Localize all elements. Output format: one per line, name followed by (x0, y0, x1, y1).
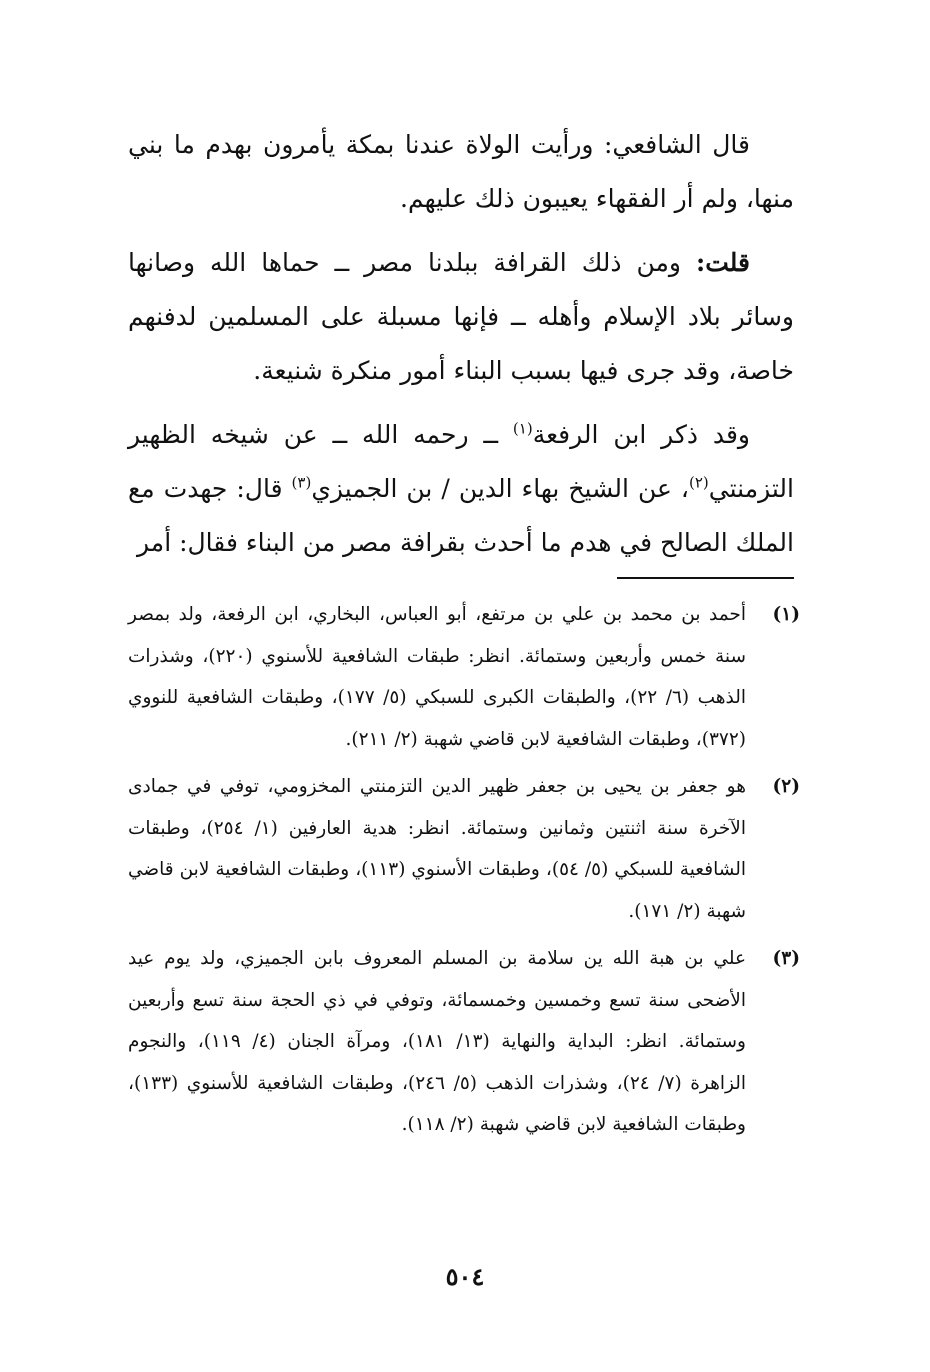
paragraph-3-part-c: ، عن الشيخ بهاء الدين / بن الجميزي (311, 474, 689, 503)
main-text (128, 118, 794, 570)
footnote-separator (617, 577, 794, 579)
footnote-ref-3: (٣) (291, 473, 312, 492)
footnote-text: هو جعفر بن يحيى بن جعفر ظهير الدين التزمنتي المخزومي، توفي في جمادى الآخرة سنة اثنتين وثمانين وستمائة. انظر: هدية العارفين (١/ ٢٥٤)، وطبقات الشافعية للسبكي (٥/ ٥٤)، وطبقات الأسنوي (١١٣)، وطبقات الشافعية لابن قاضي شهبة (٢/ ١٧١). (128, 776, 746, 922)
footnote-text: علي بن هبة الله ين سلامة بن المسلم المعروف بابن الجميزي، ولد يوم عيد الأضحى سنة تسع وخمسين وخمسمائة، وتوفي في ذي الحجة سنة تسع وأربعين وستمائة. انظر: البداية والنهاية (١٣/ ١٨١)، ومرآة الجنان (٤/ ١١٩)، والنجوم الزاهرة (٧/ ٢٤)، وشذرات الذهب (٥/ ٢٤٦)، وطبقات الشافعية للأسنوي (١٣٣)، وطبقات الشافعية لابن قاضي شهبة (٢/ ١١٨). (128, 948, 746, 1135)
paragraph-2-lead: قلت: (695, 248, 750, 277)
paragraph-2-text: ومن ذلك القرافة ببلدنا مصر ــ حماها الله وصانها وسائر بلاد الإسلام وأهله ــ فإنها مسبلة على المسلمين لدفنهم خاصة، وقد جرى فيها بسبب البناء أمور منكرة شنيعة. (128, 248, 794, 385)
page-number: ٥٠٤ (445, 1262, 485, 1291)
footnote-number: (٢) (772, 776, 800, 797)
paragraph-3-part-b: ــ رحمه الله ــ عن شيخه الظهير التزمنتي (128, 420, 794, 503)
footnote-3 (128, 938, 800, 1146)
footnotes (128, 594, 800, 1146)
footnote-number: (١) (772, 604, 800, 625)
paragraph-3-part-a: وقد ذكر ابن الرفعة (532, 420, 750, 449)
paragraph-1: قال الشافعي: ورأيت الولاة عندنا بمكة يأمرون بهدم ما بني منها، ولم أر الفقهاء يعيبون ذلك عليهم. (128, 130, 794, 213)
paragraph-3 (128, 408, 794, 570)
footnote-ref-2: (٢) (689, 473, 709, 492)
footnote-2 (128, 766, 800, 932)
footnote-1 (128, 594, 800, 760)
footnote-text: أحمد بن محمد بن علي بن مرتفع، أبو العباس، البخاري، ابن الرفعة، ولد بمصر سنة خمس وأربعين وستمائة. انظر: طبقات الشافعية للأسنوي (٢٢٠)، وشذرات الذهب (٦/ ٢٢)، والطبقات الكبرى للسبكي (٥/ ١٧٧)، وطبقات الشافعية للنووي (٣٧٢)، وطبقات الشافعية لابن قاضي شهبة (٢/ ٢١١). (128, 604, 746, 750)
paragraph-2 (128, 236, 794, 398)
paragraph-3-part-d: قال: جهدت مع الملك الصالح في هدم ما أحدث بقرافة مصر من البناء فقال: أمر (128, 474, 794, 557)
footnote-number: (٣) (772, 948, 800, 969)
footnote-ref-1: (١) (512, 419, 533, 438)
